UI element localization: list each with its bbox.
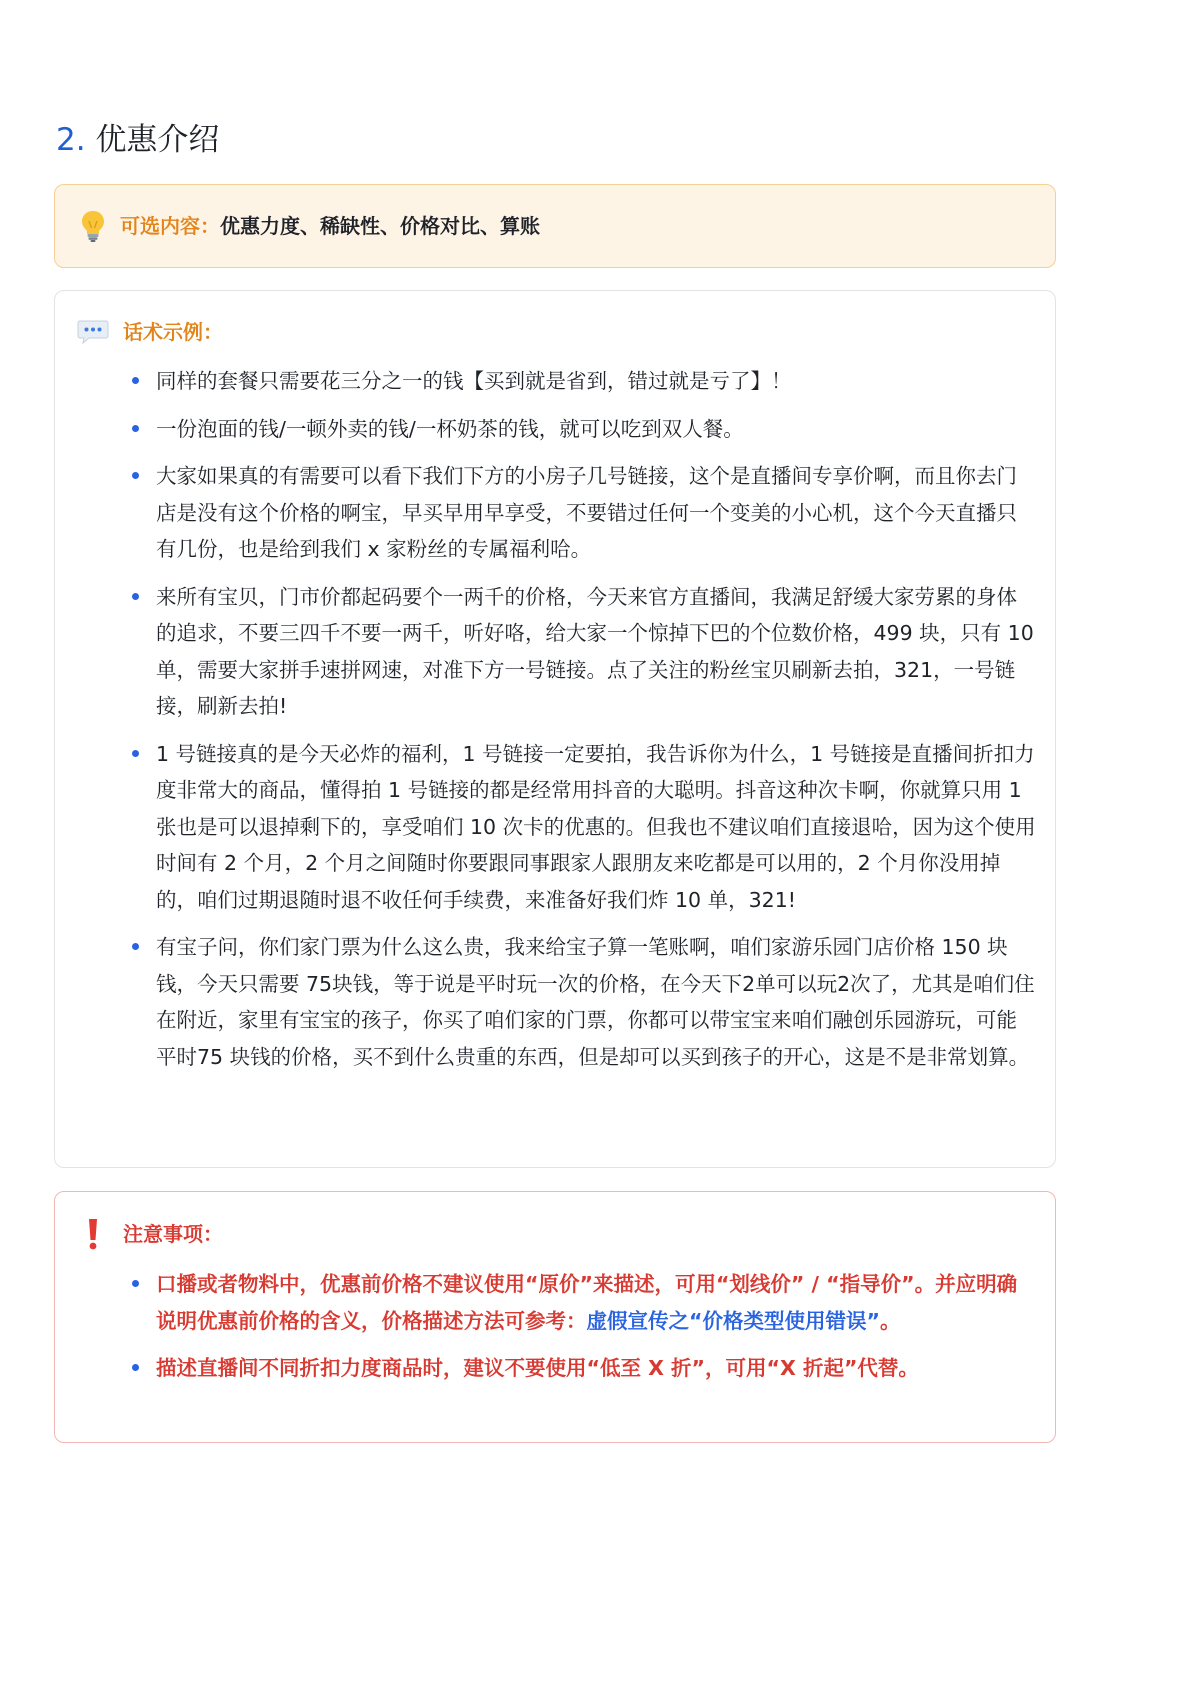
warning-suffix: 。 [879,1308,901,1333]
reference-link[interactable]: 虚假宣传之“价格类型使用错误” [586,1308,880,1333]
list-item: 1 号链接真的是今天必炸的福利，1 号链接一定要拍，我告诉你为什么，1 号链接是直播间折扣力度非常大的商品，懂得拍 1 号链接的都是经常用抖音的大聪明。抖音这种次卡啊，你就算只用 1 张也是可以退掉剩下的，享受咱们 10 次卡的优惠的。但我也不建议咱们直接退哈，因为这个使用时间有 2 个月，2 个月之间随时你要跟同事跟家人跟朋友来吃都是可以用的，2 个月你没用掉的，咱们过期退随时退不收任何手续费，来准备好我们炸 10 单，321! [156,736,1036,919]
examples-title: 话术示例： [123,320,223,344]
warning-list [156,1266,1036,1398]
list-item: 一份泡面的钱/一顿外卖的钱/一杯奶茶的钱，就可以吃到双人餐。 [156,411,1036,448]
speech-bubble-icon [77,319,109,345]
examples-list [156,363,1036,1086]
warning-text: 口播或者物料中，优惠前价格不建议使用“原价”来描述，可用“划线价” / “指导价”。并应明确说明优惠前价格的含义，价格描述方法可参考： [156,1272,1018,1333]
list-item [156,1266,1036,1339]
tip-callout [54,184,1056,268]
warning-callout [54,1191,1056,1443]
list-item: 描述直播间不同折扣力度商品时，建议不要使用“低至 X 折”，可用“X 折起”代替。 [156,1350,1036,1387]
list-item: 有宝子问，你们家门票为什么这么贵，我来给宝子算一笔账啊，咱们家游乐园门店价格 150 块钱，今天只需要 75块钱，等于说是平时玩一次的价格，在今天下2单可以玩2次了，尤其是咱们住在附近，家里有宝宝的孩子，你买了咱们家的门票，你都可以带宝宝来咱们融创乐园游玩，可能平时75 块钱的价格，买不到什么贵重的东西，但是却可以买到孩子的开心，这是不是非常划算。 [156,929,1036,1075]
section-title: 优惠介绍 [95,122,220,158]
list-item: 来所有宝贝，门市价都起码要个一两千的价格，今天来官方直播间，我满足舒缓大家劳累的身体的追求，不要三四千不要一两千，听好咯，给大家一个惊掉下巴的个位数价格，499 块，只有 10 单，需要大家拼手速拼网速，对准下方一号链接。点了关注的粉丝宝贝刷新去拍，321，一号链接，刷新去拍! [156,579,1036,725]
section-number: 2. [56,122,86,158]
section-heading [56,118,219,162]
tip-text: 优惠力度、稀缺性、价格对比、算账 [220,214,540,238]
list-item: 大家如果真的有需要可以看下我们下方的小房子几号链接，这个是直播间专享价啊，而且你去门店是没有这个价格的啊宝，早买早用早享受，不要错过任何一个变美的小心机，这个今天直播只有几份，也是给到我们 x 家粉丝的专属福利哈。 [156,458,1036,568]
lightbulb-icon [80,209,106,243]
warning-title: 注意事项： [123,1222,223,1246]
exclamation-icon [77,1217,109,1251]
tip-label: 可选内容： [120,214,220,238]
list-item: 同样的套餐只需要花三分之一的钱【买到就是省到，错过就是亏了】！ [156,363,1036,400]
examples-callout [54,290,1056,1168]
